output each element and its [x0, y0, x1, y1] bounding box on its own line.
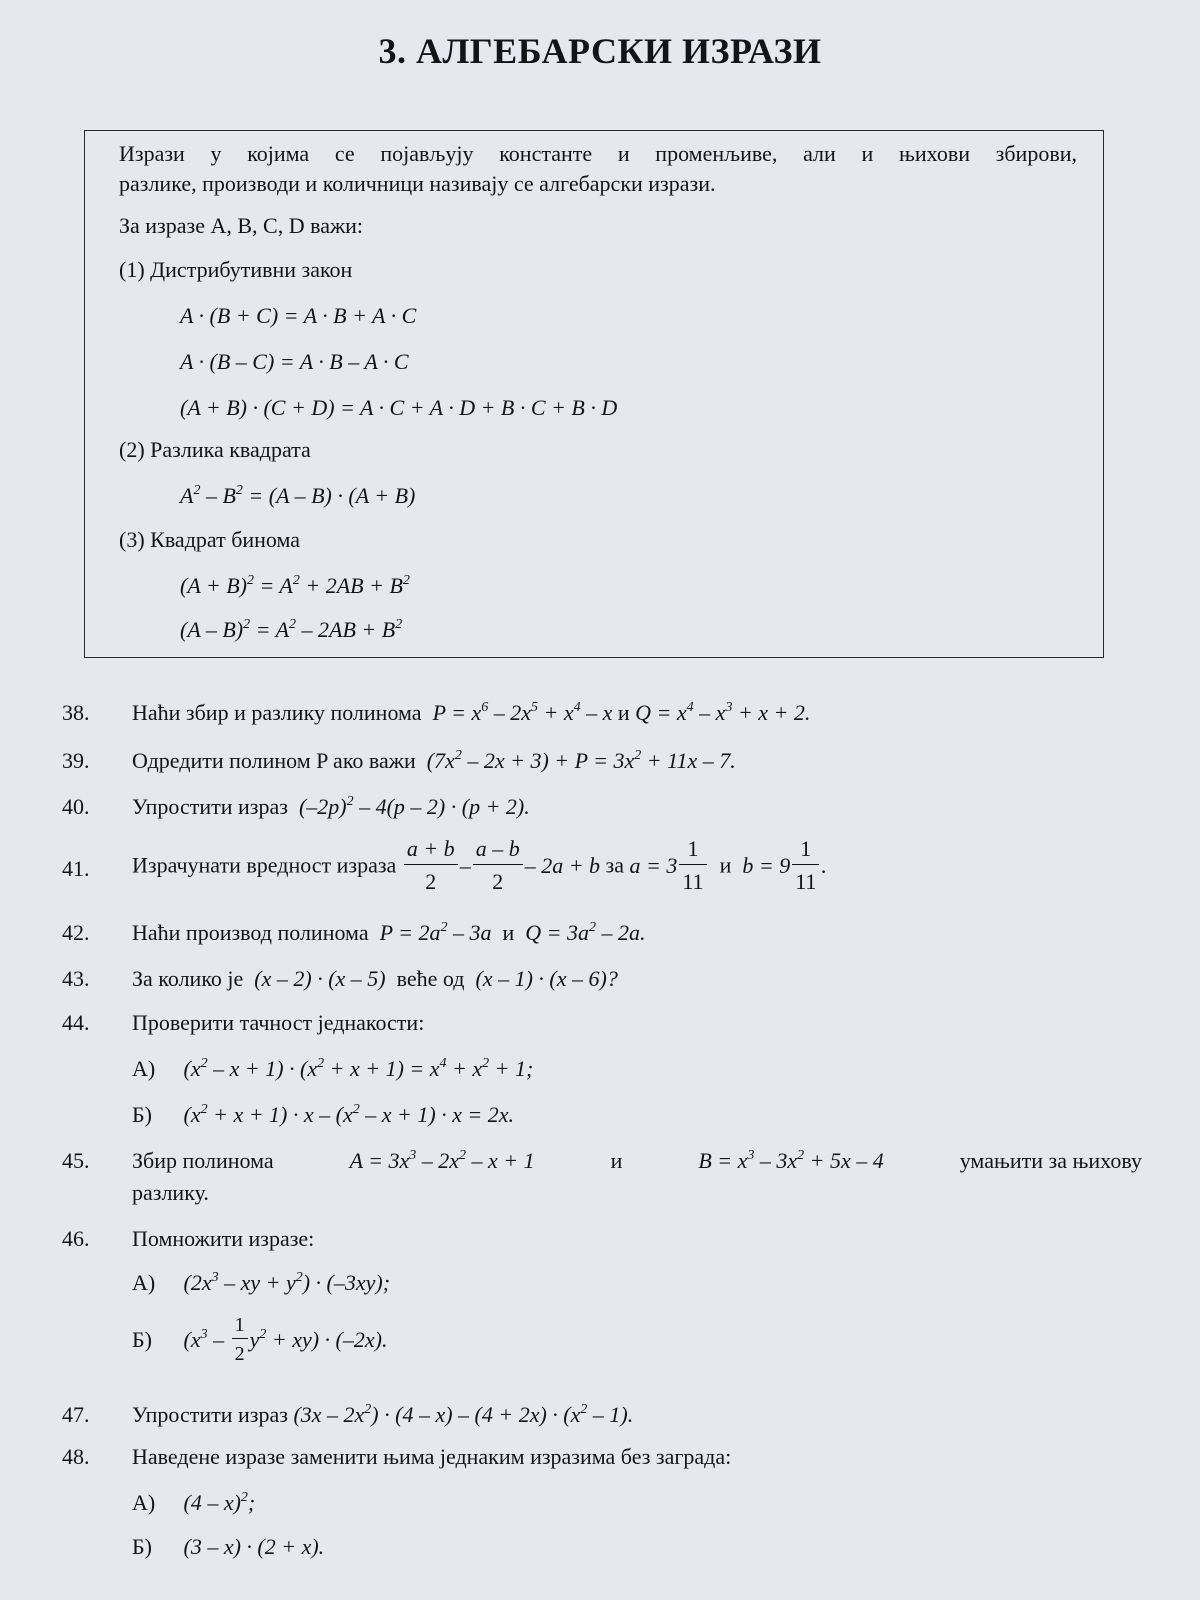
problem-number: 42. — [62, 920, 90, 945]
item-label: Б) — [132, 1534, 152, 1559]
formula: (3 – x) · (2 + x). — [183, 1534, 325, 1559]
law-2-heading: (2) Разлика квадрата — [119, 437, 311, 462]
problem-number: 46. — [62, 1226, 90, 1251]
formula: ($x^3$ – $\frac{1}{2}$ $y^2 + xy) \cdot (-2x)$. — [183, 1314, 388, 1365]
law-1-formula-3: (A + B) · (C + D) = A · C + A · D + B · C + B · D — [180, 395, 618, 420]
formula: $(7x^2 - 2x + 3) + P = 3x^2 + 11x - 7$. — [426, 748, 736, 773]
problem-text: умањити за њихову — [959, 1148, 1142, 1173]
law-1-formula-1: A · (B + C) = A · B + A · C — [180, 303, 417, 328]
problem-48-a — [132, 1490, 255, 1516]
item-label: А) — [132, 1056, 156, 1081]
formula: (x – 2) · (x – 5) — [254, 966, 386, 991]
problem-41 — [62, 836, 1142, 898]
problem-text: Упростити израз — [132, 1402, 288, 1427]
problem-text: Израчунати вредност израза — [132, 852, 397, 878]
problem-text: Помножити изразе: — [132, 1226, 315, 1251]
formula: $(x^2 - x + 1) \cdot (x^2 + x + 1) = x^4 + x^2 + 1$; — [183, 1056, 534, 1081]
formula: a = 3 $\frac{1}{11}$ — [630, 853, 709, 878]
law-1-heading: (1) Дистрибутивни закон — [119, 257, 353, 282]
problem-text: Наведене изразе заменити њима једнаким изразима без заграда: — [132, 1444, 732, 1469]
intro-line-1: Изрази у којима се појављују константе и променљиве, али и њихови збирови, — [119, 141, 1077, 166]
problem-text: разлику. — [132, 1180, 209, 1205]
formula: $(3x - 2x^2) \cdot (4 - x) - (4 + 2x) \cdot (x^2 - 1)$. — [293, 1402, 634, 1427]
problem-number: 44. — [62, 1010, 90, 1035]
problem-text: Наћи производ полинома — [132, 920, 369, 945]
problem-46-a — [132, 1270, 390, 1296]
intro-line-2: разлике, производи и количници називају се алгебарски изрази. — [119, 171, 716, 196]
formula: (x – 1) · (x – 6)? — [475, 966, 618, 991]
problem-number: 43. — [62, 966, 90, 991]
law-3-formula-1: $(A + B)^2 = A^2 + 2AB + B^2$ — [180, 573, 410, 598]
formula: $P = 2a^2 - 3a$ — [379, 920, 492, 945]
formula: (4 – x)$^2$; — [183, 1490, 256, 1515]
item-label: А) — [132, 1270, 156, 1295]
formula: $Q = 3a^2 - 2a$. — [525, 920, 646, 945]
problem-44-b — [132, 1102, 514, 1128]
problem-44-a — [132, 1056, 533, 1082]
problem-text: Проверити тачност једнакости: — [132, 1010, 425, 1035]
problem-number: 39. — [62, 748, 90, 773]
formula: $Q = x^4 - x^3 + x + 2$. — [635, 700, 811, 725]
formula: $B = x^3 - 3x^2 + 5x - 4$ — [698, 1148, 884, 1173]
law-2-formula: $A^2 - B^2 = (A - B) \cdot (A + B)$ — [180, 483, 416, 508]
problem-text: За колико је — [132, 966, 244, 991]
problem-number: 41. — [62, 856, 90, 881]
formula: $\frac{a + b}{2}$ – $\frac{a - b}{2}$ – 2a + b — [402, 853, 606, 878]
problem-number: 38. — [62, 700, 90, 725]
item-label: Б) — [132, 1102, 152, 1127]
law-3-heading: (3) Квадрат бинома — [119, 527, 301, 552]
word-i: и — [610, 1148, 623, 1173]
problem-46-b — [132, 1316, 387, 1367]
problem-number: 40. — [62, 794, 90, 819]
formula: $P = x^6 - 2x^5 + x^4 - x$ — [432, 700, 613, 725]
formula: b = 9 $\frac{1}{11}$ . — [742, 836, 827, 894]
intro-line-3: За изразе A, B, C, D важи: — [119, 213, 364, 238]
word-vece: веће од — [396, 966, 465, 991]
item-label: Б) — [132, 1326, 152, 1352]
problem-48-b — [132, 1534, 324, 1560]
law-3-formula-2: $(A - B)^2 = A^2 - 2AB + B^2$ — [180, 617, 403, 642]
problem-number: 45. — [62, 1148, 90, 1173]
item-label: А) — [132, 1490, 156, 1515]
problem-text: Упростити израз — [132, 794, 288, 819]
page-title: 3. АЛГЕБАРСКИ ИЗРАЗИ — [378, 31, 822, 71]
word-i: и — [719, 852, 732, 878]
formula: $(-2p)^2 - 4(p - 2) \cdot (p + 2)$. — [298, 794, 530, 819]
formula: ($2x^3$ – xy + $y^2) \cdot (-3xy)$; — [183, 1270, 391, 1295]
word-za: за — [605, 852, 625, 878]
problem-text: Одредити полином P ако важи — [132, 748, 416, 773]
problem-number: 47. — [62, 1402, 90, 1427]
law-1-formula-2: A · (B – C) = A · B – A · C — [180, 349, 409, 374]
problem-number: 48. — [62, 1444, 90, 1469]
formula: $A = 3x^3 - 2x^2 - x + 1$ — [349, 1148, 535, 1173]
problem-text: Збир полинома — [132, 1148, 274, 1173]
problem-text: Наћи збир и разлику полинома — [132, 700, 422, 725]
formula: $(x^2 + x + 1) \cdot x - (x^2 - x + 1) \cdot x = 2x$. — [183, 1102, 515, 1127]
definition-box — [84, 130, 1104, 658]
